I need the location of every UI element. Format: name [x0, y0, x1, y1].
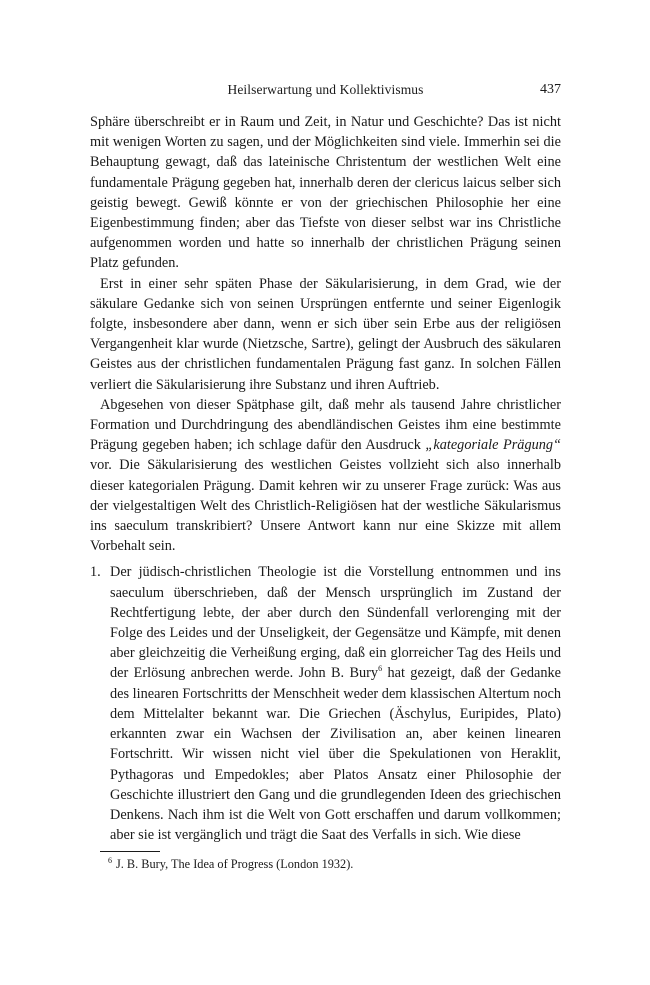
- paragraph-1: Sphäre überschreibt er in Raum und Zeit, in Natur und Geschichte? Das ist nicht mit wenigen Worten zu sagen, und der Möglichkeiten sind viele. Immerhin sei die Behauptung gewagt, daß das lateinische Christentum der westlichen Welt eine fundamentale Prägung gegeben hat, innerhalb deren der clericus laicus selber sich geistig bewegt. Gewiß könnte er von der griechischen Philosophie her eine Eigenbestimmung finden; aber das Tiefste von dieser selbst war ins Christliche aufgenommen worden und hatte so innerhalb der christlichen Prägung seinen Platz gefunden.: [90, 114, 561, 272]
- running-title: Heilserwartung und Kollektivismus: [227, 82, 424, 97]
- body-text: [90, 112, 561, 845]
- footnote-reference[interactable]: 6: [378, 664, 383, 674]
- list-item: [90, 562, 561, 845]
- book-page: [90, 82, 561, 873]
- paragraph-3-text-start: Abgesehen von dieser Spätphase gilt, daß mehr als tausend Jahre christlicher Formation und Durchdringung des abendländischen Geistes ihm eine bestimmte Prägung gegeben haben; ich schlage dafür den Ausdruck: [90, 396, 561, 454]
- footnote-text: J. B. Bury, The Idea of Progress (London 1932).: [116, 857, 354, 872]
- footnote-divider: [100, 851, 160, 852]
- list-item-number: 1.: [90, 564, 101, 581]
- paragraph-2: Erst in einer sehr späten Phase der Säkularisierung, in dem Grad, wie der säkulare Gedanke sich von seinen Ursprüngen entfernte und seiner Eigenlogik folgte, insbesondere aber dann, wenn er sich über sein Erbe aus der religiösen Vergangenheit klar wurde (Nietzsche, Sartre), gelingt der Ausbruch des säkularen Geistes aus der christlichen fundamentalen Prägung fast ganz. In solchen Fällen verliert die Säkularisierung ihre Substanz und ihren Auftrieb.: [90, 275, 561, 393]
- paragraph-3: [90, 395, 561, 557]
- list-item-text-end: hat gezeigt, daß der Gedanke des linearen Fortschritts der Menschheit weder dem klassischen Altertum noch dem Mittelalter bekannt war. Die Griechen (Äschylus, Euripides, Plato) erkannten zwar ein Wachsen der Zivilisation an, aber keinen linearen Fortschritt. Wir wissen nicht viel über die Spekulationen von Heraklit, Pythagoras und Empedokles; aber Platos Ansatz einer Philosophie der Geschichte illustriert den Gang und die grundlegenden Ideen des griechischen Denkens. Nach ihm ist die Welt von Gott erschaffen und darum vollkommen; aber sie ist vergänglich und trägt die Saat des Verfalls in sich. Wie diese: [110, 665, 561, 844]
- footnote-mark: 6: [108, 856, 112, 866]
- list-item-text-start: Der jüdisch-christlichen Theologie ist die Vorstellung entnommen und ins saeculum überschrieben, daß der Mensch ursprünglich im Zustand der Rechtfertigung lebte, der aber durch den Sündenfall verlorenging mit der Folge des Leides und der Unseligkeit, der Gegensätze und Kämpfe, mit denen aber gleichzeitig die Verheißung erging, daß ein glorreicher Tag des Heils und der Erlösung anbrechen werde. John B. Bury: [110, 564, 561, 682]
- footnote: [90, 855, 561, 873]
- paragraph-3-text-end: vor. Die Säkularisierung des westlichen Geistes vollzieht sich also innerhalb dieser kategorialen Prägung. Damit kehren wir zu unserer Frage zurück: Was aus der vielgestaltigen Welt des Christlich-Religiösen hat der westliche Säkularismus ins saeculum transkribiert? Unsere Antwort kann nur eine Skizze mit allem Vorbehalt sein.: [90, 457, 561, 555]
- page-header: [90, 82, 561, 104]
- page-number: 437: [540, 82, 561, 97]
- emphasized-term: „kategoriale Prägung“: [425, 437, 561, 454]
- numbered-list: [90, 562, 561, 845]
